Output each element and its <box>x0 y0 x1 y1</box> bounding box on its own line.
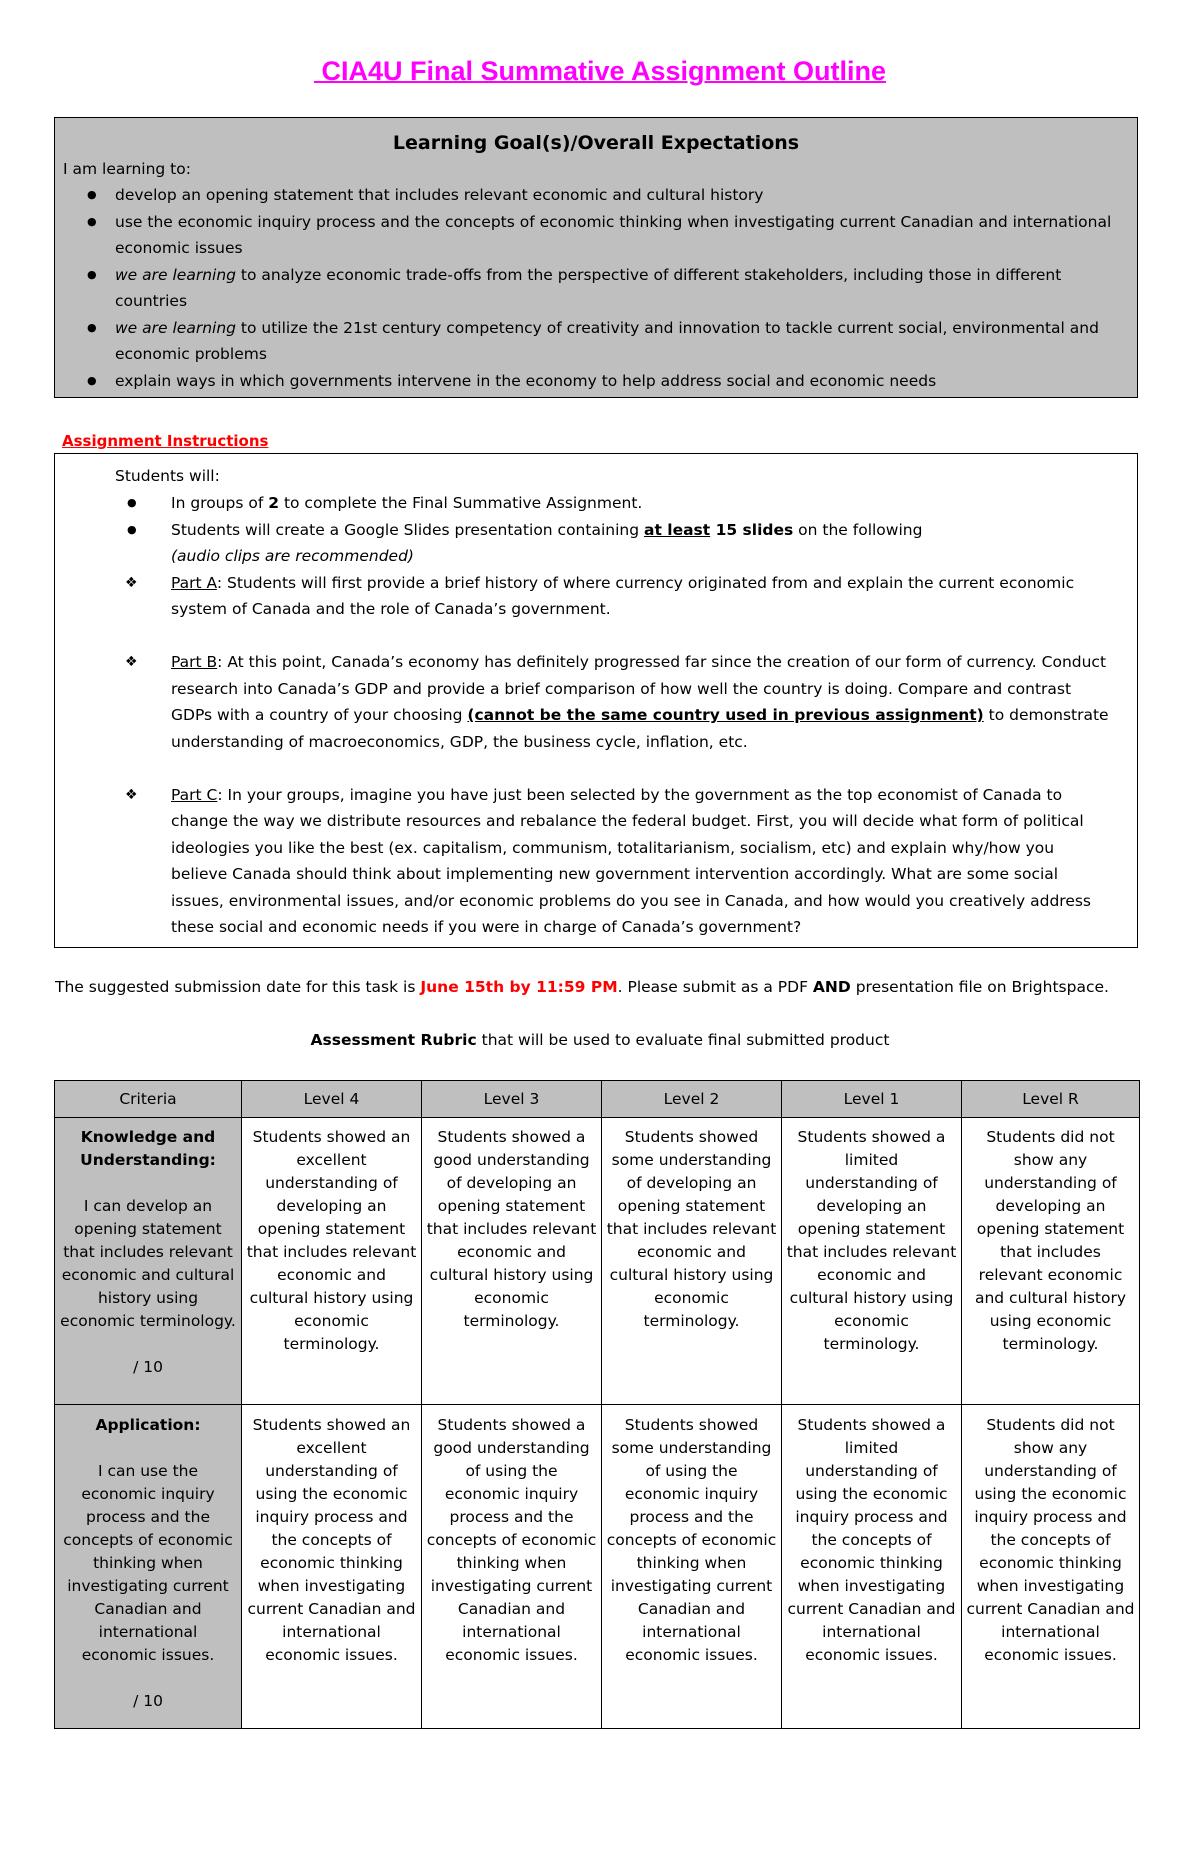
instruction-part-a: ❖ Part A: Students will first provide a brief history of where currency originated from and explain the current economic system of Canada and the role of Canada’s government. <box>115 570 1115 623</box>
rubric-row-knowledge <box>55 1118 1140 1405</box>
learning-goals-box <box>54 117 1138 398</box>
rubric-cell: Students showed some understanding of developing an opening statement that includes relevant economic and cultural history using economic terminology. <box>602 1118 782 1405</box>
rubric-caption: Assessment Rubric that will be used to evaluate final submitted product <box>310 1031 890 1049</box>
rubric-cell: Students showed a limited understanding of developing an opening statement that includes relevant economic and cultural history using economic terminology. <box>782 1118 962 1405</box>
learning-goal-item: ● explain ways in which governments intervene in the economy to help address social and economic needs <box>55 368 1115 395</box>
instructions-list <box>115 490 1115 967</box>
page-title: CIA4U Final Summative Assignment Outline <box>313 56 887 86</box>
assignment-instructions-label: Assignment Instructions <box>62 432 269 450</box>
learning-goal-item: ● use the economic inquiry process and the concepts of economic thinking when investigating current Canadian and international economic issues <box>55 209 1115 262</box>
instructions-intro: Students will: <box>115 467 220 485</box>
rubric-criteria-cell: Application: I can use the economic inquiry process and the concepts of economic thinking when investigating current Canadian and international economic issues. / 10 <box>55 1405 242 1729</box>
rubric-header-cell: Level 2 <box>602 1081 782 1118</box>
learning-goals-list <box>55 182 1115 394</box>
learning-goal-item: ● we are learning to analyze economic trade-offs from the perspective of different stakeholders, including those in different countries <box>55 262 1115 315</box>
rubric-cell: Students showed a good understanding of developing an opening statement that includes relevant economic and cultural history using economic terminology. <box>422 1118 602 1405</box>
rubric-cell: Students did not show any understanding of using the economic inquiry process and the concepts of economic thinking when investigating current Canadian and international economic issues. <box>962 1405 1140 1729</box>
instruction-part-c: ❖ Part C: In your groups, imagine you have just been selected by the government as the top economist of Canada to change the way we distribute resources and rebalance the federal budget. First, you will decide what form of political ideologies you like the best (ex. capitalism, communism, totalitarianism, socialism, etc) and explain why/how you believe Canada should think about implementing new government intervention accordingly. What are some social issues, environmental issues, and/or economic problems do you see in Canada, and how would you creatively address these social and economic needs if you were in charge of Canada’s government? <box>115 782 1115 941</box>
due-date: June 15th by 11:59 PM <box>420 978 618 996</box>
learning-goals-heading: Learning Goal(s)/Overall Expectations <box>392 132 800 154</box>
rubric-criteria-cell: Knowledge and Understanding: I can develop an opening statement that includes relevant economic and cultural history using economic terminology. / 10 <box>55 1118 242 1405</box>
rubric-header-row <box>55 1081 1140 1118</box>
rubric-cell: Students showed some understanding of using the economic inquiry process and the concepts of economic thinking when investigating current Canadian and international economic issues. <box>602 1405 782 1729</box>
rubric-cell: Students showed an excellent understanding of developing an opening statement that includes relevant economic and cultural history using economic terminology. <box>242 1118 422 1405</box>
assignment-instructions-box <box>54 453 1138 948</box>
learning-goals-intro: I am learning to: <box>63 160 191 178</box>
instruction-bullet-slides: ● Students will create a Google Slides presentation containing at least 15 slides on the following (audio clips are recommended) <box>115 517 1115 570</box>
rubric-header-cell: Level R <box>962 1081 1140 1118</box>
rubric-cell: Students showed an excellent understanding of using the economic inquiry process and the concepts of economic thinking when investigating current Canadian and international economic issues. <box>242 1405 422 1729</box>
rubric-header-cell: Criteria <box>55 1081 242 1118</box>
instruction-bullet-groups: ● In groups of 2 to complete the Final Summative Assignment. <box>115 490 1115 517</box>
rubric-cell: Students showed a good understanding of using the economic inquiry process and the concepts of economic thinking when investigating current Canadian and international economic issues. <box>422 1405 602 1729</box>
rubric-header-cell: Level 1 <box>782 1081 962 1118</box>
learning-goal-item: ● develop an opening statement that includes relevant economic and cultural history <box>55 182 1115 209</box>
rubric-cell: Students did not show any understanding of developing an opening statement that includes relevant economic and cultural history using economic terminology. <box>962 1118 1140 1405</box>
rubric-header-cell: Level 3 <box>422 1081 602 1118</box>
score-field: / 10 <box>133 1692 163 1710</box>
instruction-part-b: ❖ Part B: At this point, Canada’s economy has definitely progressed far since the creation of our form of currency. Conduct research into Canada’s GDP and provide a brief comparison of how well the country is doing. Compare and contrast GDPs with a country of your choosing (cannot be the same country used in previous assignment) to demonstrate understanding of macroeconomics, GDP, the business cycle, inflation, etc. <box>115 649 1115 755</box>
rubric-row-application <box>55 1405 1140 1729</box>
score-field: / 10 <box>133 1358 163 1376</box>
rubric-header-cell: Level 4 <box>242 1081 422 1118</box>
learning-goal-item: ● we are learning to utilize the 21st century competency of creativity and innovation to tackle current social, environmental and economic problems <box>55 315 1115 368</box>
assessment-rubric-table <box>54 1080 1140 1729</box>
submission-note: The suggested submission date for this task is June 15th by 11:59 PM. Please submit as a PDF AND presentation file on Brightspace. <box>55 978 1109 996</box>
rubric-cell: Students showed a limited understanding of using the economic inquiry process and the concepts of economic thinking when investigating current Canadian and international economic issues. <box>782 1405 962 1729</box>
